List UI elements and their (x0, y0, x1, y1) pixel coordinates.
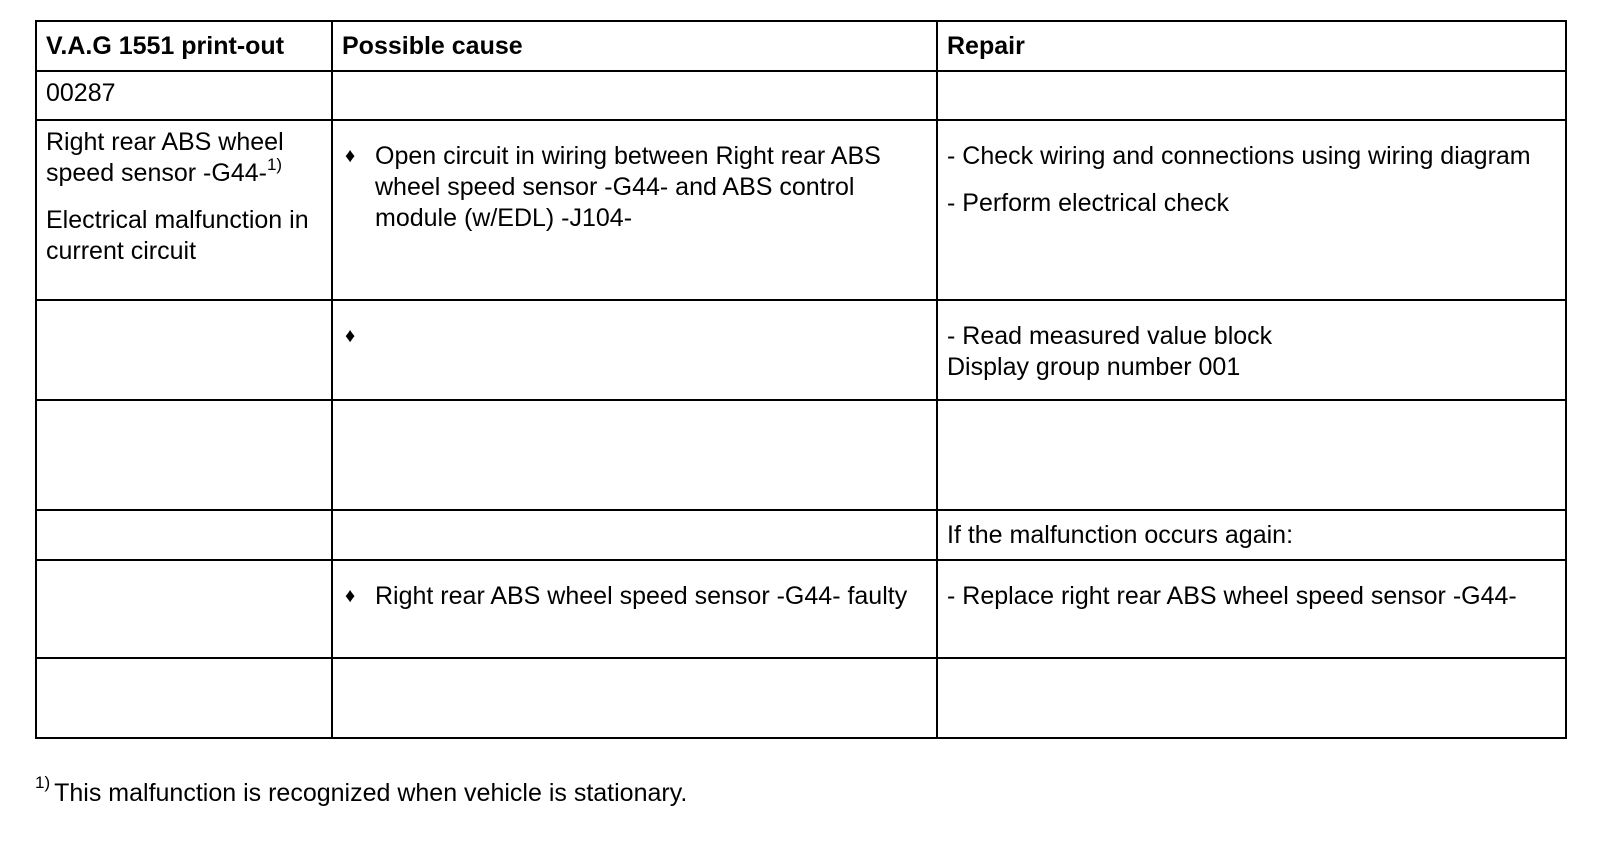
list-item (342, 141, 927, 234)
repair-cell (937, 120, 1566, 300)
table-row (36, 658, 1566, 738)
fault-code-cell (36, 71, 332, 120)
repair-display-group: Display group number 001 (947, 353, 1241, 381)
empty-cell (36, 300, 332, 400)
cause-cell (332, 560, 937, 658)
header-printout (36, 21, 332, 71)
table-row (36, 120, 1566, 300)
table-row (36, 400, 1566, 510)
empty-cell (937, 400, 1566, 510)
bullet-diamond-icon: ♦ (345, 325, 356, 347)
repair-check-wiring: - Check wiring and connections using wiring diagram (947, 142, 1531, 170)
empty-cell (36, 400, 332, 510)
repair-electrical-check: - Perform electrical check (947, 189, 1230, 217)
repair-cell (937, 510, 1566, 560)
header-printout-label: V.A.G 1551 print-out (46, 32, 285, 60)
list-item (342, 581, 927, 612)
table-row (36, 71, 1566, 120)
table-header-row (36, 21, 1566, 71)
empty-cell (332, 658, 937, 738)
table-row (36, 300, 1566, 400)
repair-cell (937, 300, 1566, 400)
cause-cell (332, 120, 937, 300)
cause-sensor-faulty: Right rear ABS wheel speed sensor -G44- faulty (375, 582, 908, 610)
empty-cell (937, 71, 1566, 120)
footnote (35, 772, 688, 809)
table-row (36, 510, 1566, 560)
component-name-text: Right rear ABS wheel speed sensor -G44- (46, 128, 284, 187)
repair-replace-sensor: - Replace right rear ABS wheel speed sensor -G44- (947, 582, 1517, 610)
header-possible-cause (332, 21, 937, 71)
bullet-diamond-icon: ♦ (345, 145, 356, 167)
empty-cell (332, 400, 937, 510)
empty-cell (36, 658, 332, 738)
fault-code-table (35, 20, 1567, 739)
bullet-diamond-icon: ♦ (345, 585, 356, 607)
component-name (46, 127, 322, 189)
fault-code: 00287 (46, 79, 116, 107)
footnote-text: This malfunction is recognized when vehicle is stationary. (54, 779, 688, 807)
empty-cell (36, 560, 332, 658)
empty-cell (332, 510, 937, 560)
empty-cell (937, 658, 1566, 738)
empty-cell (36, 510, 332, 560)
malfunction-text: Electrical malfunction in current circuit (46, 206, 309, 265)
footnote-mark: 1) (35, 772, 51, 792)
header-repair-label: Repair (947, 32, 1025, 60)
cause-cell (332, 300, 937, 400)
cause-open-circuit: Open circuit in wiring between Right rear ABS wheel speed sensor -G44- and ABS control module (w/EDL) -J104- (375, 142, 881, 232)
component-cell (36, 120, 332, 300)
repair-if-again: If the malfunction occurs again: (947, 521, 1294, 549)
footnote-reference: 1) (266, 154, 283, 174)
table-row (36, 560, 1566, 658)
empty-cell (332, 71, 937, 120)
header-possible-cause-label: Possible cause (342, 32, 523, 60)
repair-read-mvb: - Read measured value block (947, 322, 1273, 350)
repair-cell (937, 560, 1566, 658)
header-repair (937, 21, 1566, 71)
